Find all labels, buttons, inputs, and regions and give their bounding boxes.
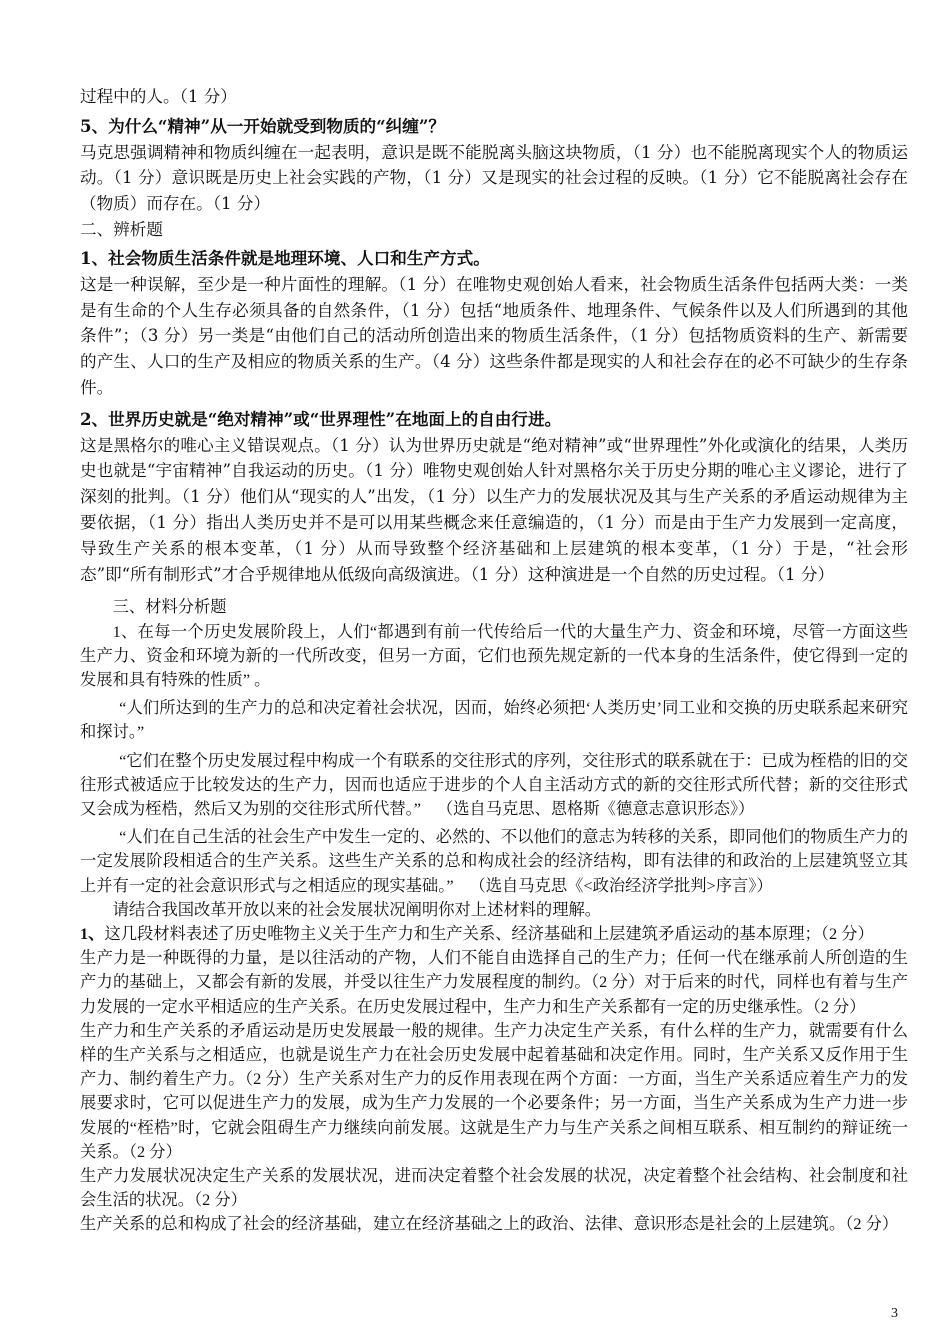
source-citation-1: （选自马克思、恩格斯《德意志意识形态》） (445, 798, 755, 818)
answer-paragraph-b: 生产力和生产关系的矛盾运动是历史发展最一般的规律。生产力决定生产关系，有什么样的生产力，就需要有什么样的生产关系与之相适应，也就是说生产力在社会历史发展中起着基础和决定作用。同时，生产关系又反作用于生产力、制约着生产力。（2 分）生产关系对生产力的反作用表现在两个方面：一方面，当生产关系适应着生产力的发展要求时，它可以促进生产力的发展，成为生产力发展的一个必要条件；另一方面，当生产关系成为生产力进一步发展的“桎梏”时，它就会阻碍生产力继续向前发展。这就是生产力与生产关系之间相互联系、相互制约的辩证统一关系。（2 分） (80, 1020, 908, 1161)
answer-1-number: 1、 (80, 923, 105, 943)
answer-paragraph-c: 生产力发展状况决定生产关系的发展状况，进而决定着整个社会发展的状况，决定着整个社会结构、社会制度和社会生活的状况。（2 分） (80, 1166, 908, 1210)
discrimination-answer-1: 这是一种误解，至少是一种片面性的理解。（1 分）在唯物史观创始人看来，社会物质生活条件包括两大类：一类是有生命的个人生存必须具备的自然条件，（1 分）包括“地质条件、地理条件、气候条件以及人们所遇到的其他条件”；（3 分）另一类是“由他们自己的活动所创造出来的物质生活条件，（1 分）包括物质资料的生产、新需要的产生、人口的生产及相应的物质关系的生产。（4 分）这些条件都是现实的人和社会存在的必不可缺少的生存条件。 (80, 274, 908, 397)
answer-paragraph-d: 生产关系的总和构成了社会的经济基础，建立在经济基础之上的政治、法律、意识形态是社会的上层建筑。（2 分） (80, 1214, 899, 1234)
source-citation-2: （选自马克思《<政治经济学批判>序言》） (477, 875, 773, 895)
quote-2-text: “它们在整个历史发展过程中构成一个有联系的交往形式的序列，交往形式的联系就在于：已成为桎梏的旧的交往形式被适应于比较发达的生产力，因而也适应于进步的个人自主活动方式的新的交往形式所代替；新的交往形式又会成为桎梏，然后又为别的交往形式所代替。” (80, 750, 908, 818)
section-heading-discrimination: 二、辨析题 (80, 219, 163, 239)
discrimination-question-2: 2、世界历史就是“绝对精神”或“世界理性”在地面上的自由行进。 (80, 408, 562, 429)
answer-paragraph-a: 生产力是一种既得的力量，是以往活动的产物，人们不能自由选择自己的生产力；任何一代在继承前人所创造的生产力的基础上，又都会有新的发展，并受以往生产力发展程度的制约。（2 分）对于后来的时代，同样也有着与生产力发展的一定水平相适应的生产关系。在历史发展过程中，生产力和生产关系都有一定的历史继承性。（2 分） (80, 948, 908, 1016)
material-quote-3 (80, 825, 908, 898)
material-paragraph-1: 1、在每一个历史发展阶段上，人们“都遇到有前一代传给后一代的大量生产力、资金和环境，尽管一方面这些生产力、资金和环境为新的一代所改变，但另一方面，它们也预先规定新的一代本身的生活条件，使它得到一定的发展和具有特殊的性质” 。 (80, 621, 908, 689)
page-number: 3 (891, 1306, 898, 1321)
question-5: 5、为什么“精神”从一开始就受到物质的“纠缠”？ (80, 115, 446, 136)
analysis-prompt: 请结合我国改革开放以来的社会发展状况阐明你对上述材料的理解。 (112, 899, 602, 919)
quote-3-text: “人们在自己生活的社会生产中发生一定的、必然的、不以他们的意志为转移的关系，即同他们的物质生产力的一定发展阶段相适合的生产关系。这些生产关系的总和构成社会的经济结构，即有法律的和政治的上层建筑竖立其上并有一定的社会意识形式与之相适应的现实基础。” (80, 827, 908, 895)
text-column (80, 84, 908, 1237)
material-quote-2 (80, 749, 908, 822)
material-quote-1: “人们所达到的生产力的总和决定着社会状况，因而，始终必须把‘人类历史’同工业和交换的历史联系起来研究和探讨。” (80, 698, 908, 742)
answer-5: 马克思强调精神和物质纠缠在一起表明，意识是既不能脱离头脑这块物质，（1 分）也不能脱离现实个人的物质运动。（1 分）意识既是历史上社会实践的产物，（1 分）又是现实的社会过程的反映。（1 分）它不能脱离社会存在（物质）而存在。（1 分） (80, 142, 908, 214)
answer-1 (80, 922, 908, 946)
answer-1-text: 这几段材料表述了历史唯物主义关于生产力和生产关系、经济基础和上层建筑矛盾运动的基本原理；（2 分） (104, 923, 874, 943)
discrimination-answer-2: 这是黑格尔的唯心主义错误观点。（1 分）认为世界历史就是“绝对精神”或“世界理性”外化或演化的结果，人类历史也就是“宇宙精神”自我运动的历史。（1 分）唯物史观创始人针对黑格尔关于历史分期的唯心主义谬论，进行了深刻的批判。（1 分）他们从“现实的人”出发，（1 分）以生产力的发展状况及其与生产关系的矛盾运动规律为主要依据，（1 分）指出人类历史并不是可以用某些概念来任意编造的，（1 分）而是由于生产力发展到一定高度，导致生产关系的根本变革，（1 分）从而导致整个经济基础和上层建筑的根本变革，（1 分）于是，“社会形态”即“所有制形式”才合乎规律地从低级向高级演进。（1 分）这种演进是一个自然的历史过程。（1 分） (80, 435, 908, 584)
discrimination-question-1: 1、社会物质生活条件就是地理环境、人口和生产方式。 (80, 247, 490, 268)
section-heading-material: 三、材料分析题 (112, 597, 227, 617)
continuation-line: 过程中的人。（1 分） (80, 87, 237, 106)
